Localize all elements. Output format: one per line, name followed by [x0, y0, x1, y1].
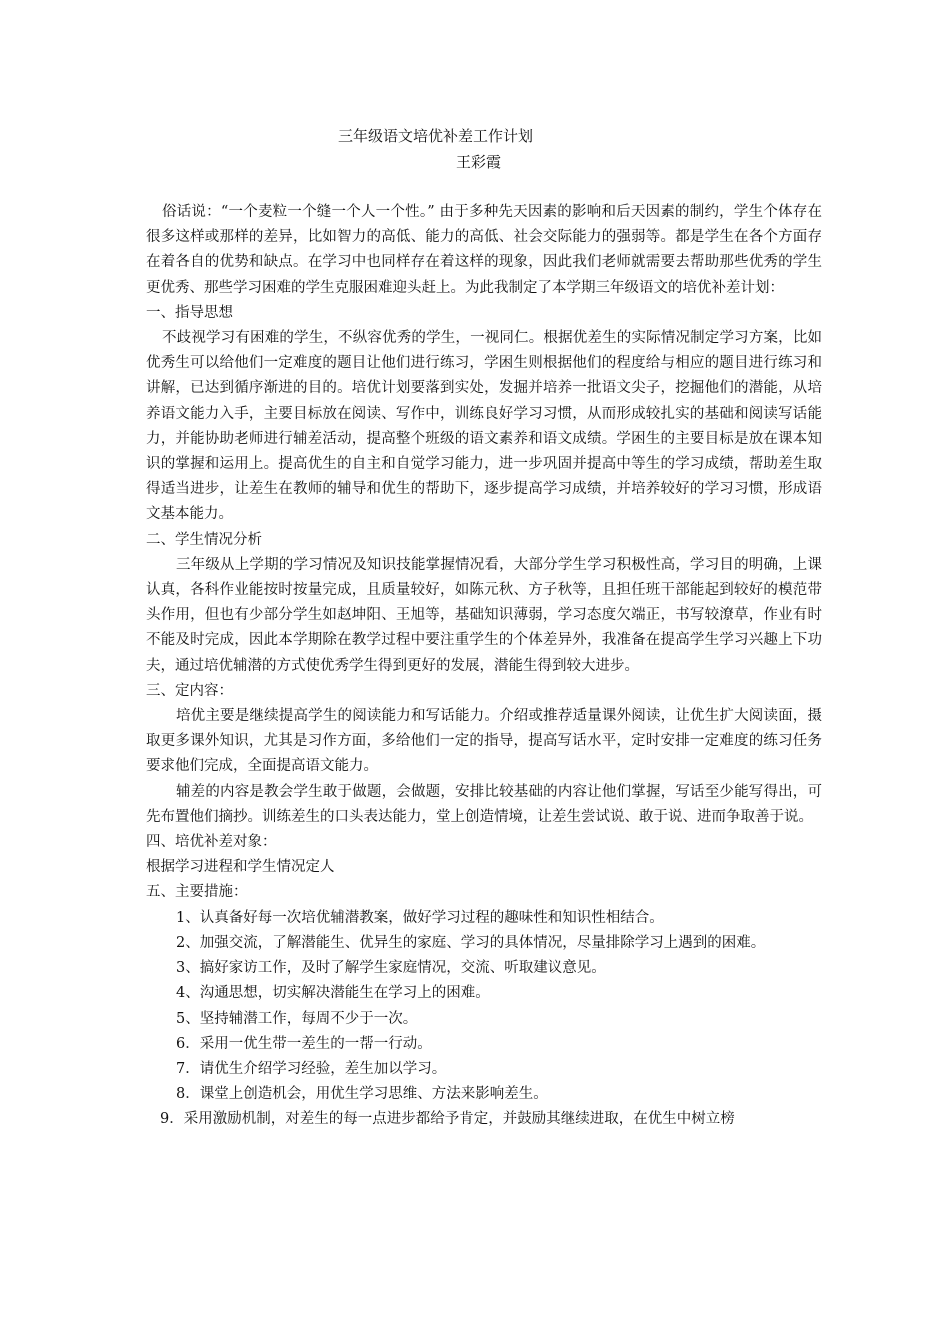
section-4-heading: 四、培优补差对象：: [146, 834, 277, 851]
measure-item: 5、坚持辅潜工作，每周不少于一次。: [176, 1010, 418, 1027]
section-3-heading: 三、定内容：: [146, 682, 233, 699]
measure-item: 3、搞好家访工作，及时了解学生家庭情况，交流、听取建议意见。: [176, 960, 606, 977]
section-3-body-1: 培优主要是继续提高学生的阅读能力和写话能力。介绍或推荐适量课外阅读，让优生扩大阅读面，摄取更多课外知识，尤其是习作方面，多给他们一定的指导，提高写话水平，定时安排一定难度的练习任务要求他们完成，全面提高语文能力。: [146, 708, 822, 775]
measure-item: 1、认真备好每一次培优辅潜教案，做好学习过程的趣味性和知识性相结合。: [176, 909, 664, 926]
document-body: [146, 200, 822, 1133]
section-1-body: 不歧视学习有困难的学生，不纵容优秀的学生，一视同仁。根据优差生的实际情况制定学习方案，比如优秀生可以给他们一定难度的题目让他们进行练习，学困生则根据他们的程度给与相应的题目进行练习和讲解，已达到循序渐进的目的。培优计划要落到实处，发掘并培养一批语文尖子，挖掘他们的潜能，从培养语文能力入手，主要目标放在阅读、写作中，训练良好学习习惯，从而形成较扎实的基础和阅读写话能力，并能协助老师进行辅差活动，提高整个班级的语文素养和语文成绩。学困生的主要目标是放在课本知识的掌握和运用上。提高优生的自主和自觉学习能力，进一步巩固并提高中等生的学习成绩，帮助差生取得适当进步，让差生在教师的辅导和优生的帮助下，逐步提高学习成绩，并培养较好的学习习惯，形成语文基本能力。: [146, 330, 822, 523]
section-2-body: 三年级从上学期的学习情况及知识技能掌握情况看，大部分学生学习积极性高，学习目的明确，上课认真，各科作业能按时按量完成，且质量较好，如陈元秋、方子秋等，且担任班干部能起到较好的模范带头作用，但也有少部分学生如赵坤阳、王旭等，基础知识薄弱，学习态度欠端正，书写较潦草，作业有时不能及时完成，因此本学期除在教学过程中要注重学生的个体差异外，我准备在提高学生学习兴趣上下功夫，通过培优辅潜的方式使优秀学生得到更好的发展，潜能生得到较大进步。: [146, 556, 822, 674]
intro-paragraph: 俗话说：“一个麦粒一个缝一个人一个性。” 由于多种先天因素的影响和后天因素的制约，学生个体存在很多这样或那样的差异，比如智力的高低、能力的高低、社会交际能力的强弱等。都是学生在各个方面存在着各自的优势和缺点。在学习中也同样存在着这样的现象，因此我们老师就需要去帮助那些优秀的学生更优秀、那些学习困难的学生克服困难迎头赶上。为此我制定了本学期三年级语文的培优补差计划：: [146, 204, 822, 296]
document-author: 王彩霞: [456, 153, 502, 171]
document-title: 三年级语文培优补差工作计划: [338, 127, 534, 145]
measure-item: 4、沟通思想，切实解决潜能生在学习上的困难。: [176, 985, 490, 1002]
measure-item: 6．采用一优生带一差生的一帮一行动。: [176, 1035, 432, 1052]
section-1-heading: 一、指导思想: [146, 304, 233, 321]
section-4-body: 根据学习进程和学生情况定人: [146, 859, 335, 876]
measure-item: 8．课堂上创造机会，用优生学习思维、方法来影响差生。: [176, 1086, 548, 1103]
measure-item: 7．请优生介绍学习经验，差生加以学习。: [176, 1060, 447, 1077]
section-3-body-2: 辅差的内容是教会学生敢于做题，会做题，安排比较基础的内容让他们掌握，写话至少能写得出，可先布置他们摘抄。训练差生的口头表达能力，堂上创造情境，让差生尝试说、敢于说、进而争取善于说。: [146, 783, 822, 825]
section-5-heading: 五、主要措施：: [146, 884, 248, 901]
measure-item: 2、加强交流，了解潜能生、优异生的家庭、学习的具体情况，尽量排除学习上遇到的困难。: [176, 934, 766, 951]
measure-item: 9．采用激励机制，对差生的每一点进步都给予肯定，并鼓励其继续进取，在优生中树立榜: [160, 1111, 735, 1128]
section-2-heading: 二、学生情况分析: [146, 531, 262, 548]
